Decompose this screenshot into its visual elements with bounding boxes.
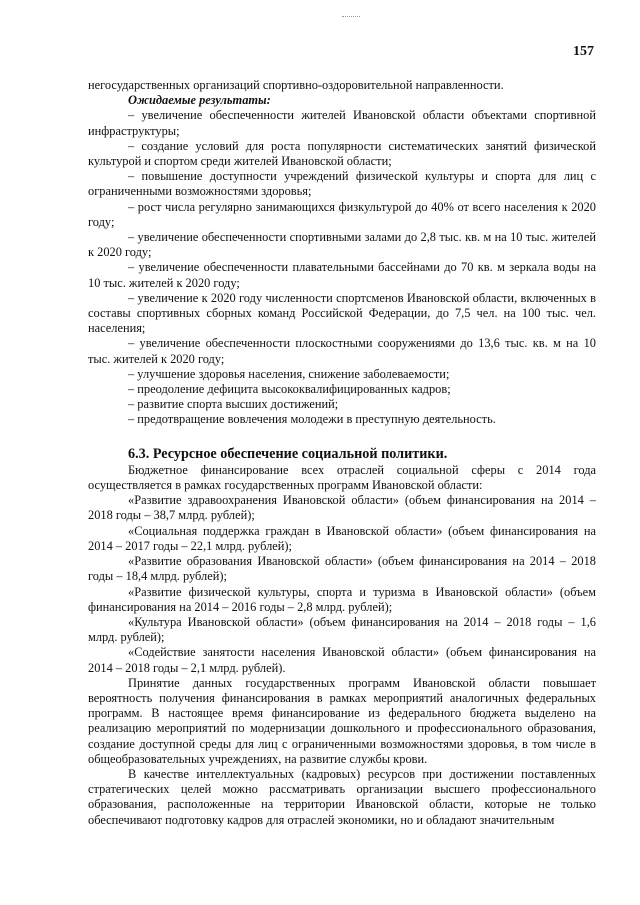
list-item: – увеличение обеспеченности плоскостными сооружениями до 13,6 тыс. кв. м на 10 тыс. жителей к 2020 году; <box>88 336 596 366</box>
section-title: 6.3. Ресурсное обеспечение социальной политики. <box>128 445 448 462</box>
list-item: – преодоление дефицита высококвалифицированных кадров; <box>128 382 451 397</box>
list-item: – рост числа регулярно занимающихся физкультурой до 40% от всего населения к 2020 году; <box>88 199 596 229</box>
list-item: – увеличение обеспеченности спортивными залами до 2,8 тыс. кв. м на 10 тыс. жителей к 2020 году; <box>88 230 596 260</box>
list-item: – увеличение обеспеченности плавательными бассейнами до 70 кв. м зеркала воды на 10 тыс. жителей к 2020 году; <box>88 260 596 290</box>
intro-line: негосударственных организаций спортивно-оздоровительной направленности. <box>88 78 504 92</box>
paragraph-federal: Принятие данных государственных программ Ивановской области повышает вероятность получения финансирования в рамках мероприятий аналогичных федеральных программ. В настоящее время финансирование из федерального бюджета выделено на реализацию мероприятий по модернизации дошкольного и профессионального образования, создание доступной среды для лиц с ограниченными возможностями здоровья, в том числе в общеобразовательных учреждениях, на развитие службы крови. <box>88 675 596 766</box>
program-item: «Культура Ивановской области» (объем финансирования на 2014 – 2018 годы – 1,6 млрд. рублей); <box>88 614 596 645</box>
program-item: «Развитие образования Ивановской области» (объем финансирования на 2014 – 2018 годы – 18,4 млрд. рублей); <box>88 554 596 584</box>
program-item: «Социальная поддержка граждан в Ивановской области» (объем финансирования на 2014 – 2017 годы – 22,1 млрд. рублей); <box>88 523 596 553</box>
programs-list <box>88 493 596 675</box>
list-item: – увеличение к 2020 году численности спортсменов Ивановской области, включенных в составы спортивных сборных команд Российской Федерации, до 7,5 чел. на 100 тыс. чел. населения; <box>88 290 596 336</box>
list-item: – развитие спорта высших достижений; <box>128 397 339 412</box>
list-item: – предотвращение вовлечения молодежи в преступную деятельность. <box>128 412 496 427</box>
list-item: – создание условий для роста популярности систематических занятий физической культурой и спортом среди жителей Ивановской области; <box>88 138 596 169</box>
list-item: – увеличение обеспеченности жителей Ивановской области объектами спортивной инфраструктуры; <box>88 108 596 138</box>
scan-artifact <box>342 16 360 19</box>
list-item: – улучшение здоровья населения, снижение заболеваемости; <box>128 366 450 381</box>
results-list <box>88 108 596 427</box>
page-number: 157 <box>573 44 594 59</box>
expected-results-heading: Ожидаемые результаты: <box>128 93 271 108</box>
list-item: – повышение доступности учреждений физической культуры и спорта для лиц с ограниченными возможностями здоровья; <box>88 169 596 199</box>
budget-intro: Бюджетное финансирование всех отраслей социальной сферы с 2014 года осуществляется в рамках государственных программ Ивановской области: <box>88 462 596 493</box>
page-body <box>88 78 596 828</box>
paragraph-intellectual: В качестве интеллектуальных (кадровых) ресурсов при достижении поставленных стратегических целей можно рассматривать организации высшего профессионального образования, расположенные на территории Ивановской области, которые не только обеспечивают подготовку кадров для отраслей экономики, но и обладают значительным <box>88 766 596 827</box>
program-item: «Развитие здравоохранения Ивановской области» (объем финансирования на 2014 – 2018 годы – 38,7 млрд. рублей); <box>88 493 596 523</box>
program-item: «Содействие занятости населения Ивановской области» (объем финансирования на 2014 – 2018 годы – 2,1 млрд. рублей). <box>88 645 596 675</box>
program-item: «Развитие физической культуры, спорта и туризма в Ивановской области» (объем финансирования на 2014 – 2016 годы – 2,8 млрд. рублей); <box>88 584 596 614</box>
